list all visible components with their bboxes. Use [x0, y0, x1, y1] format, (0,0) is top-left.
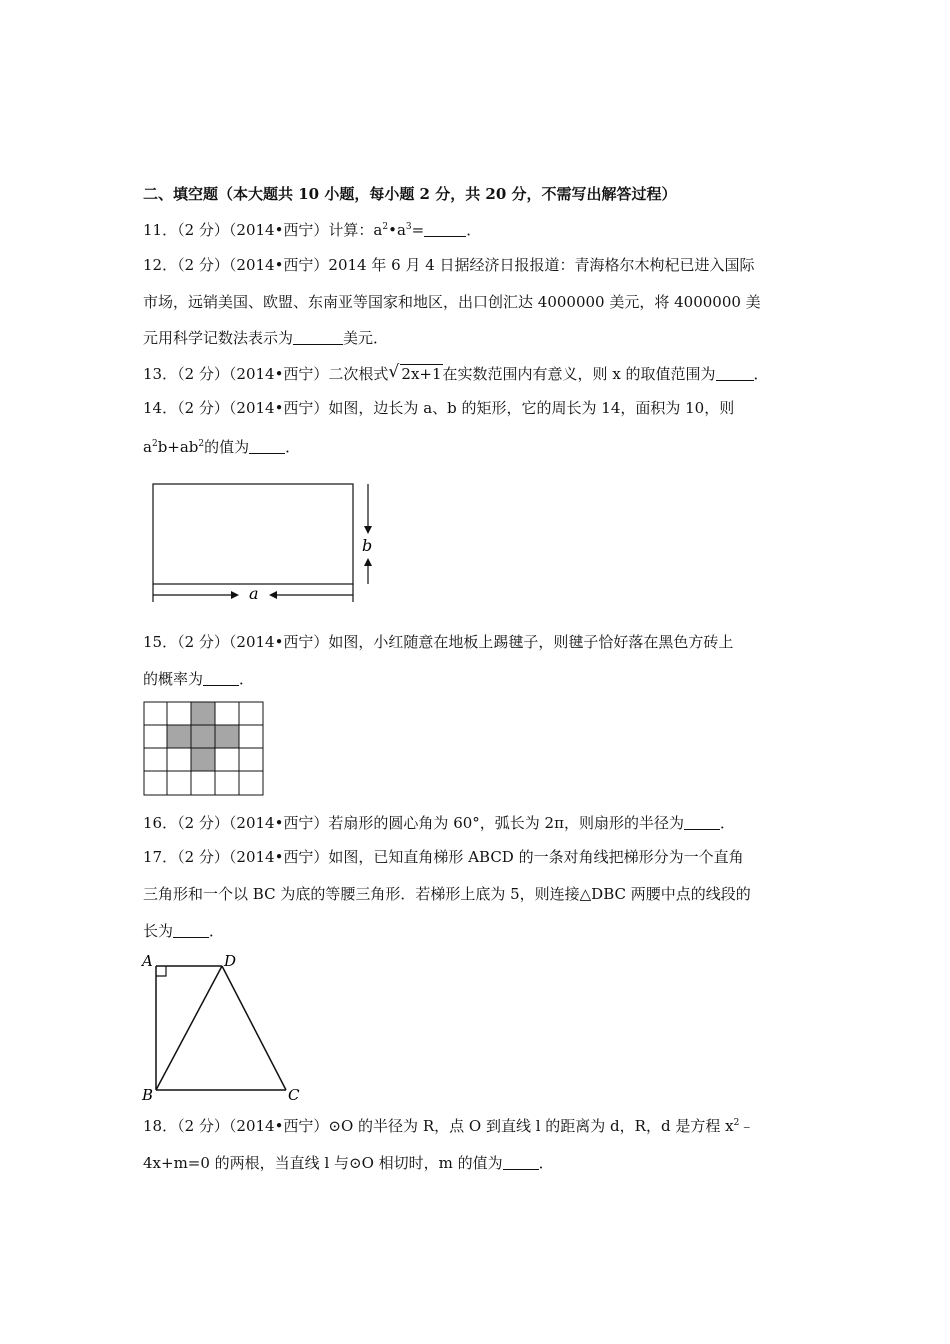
- q14-a: a: [143, 438, 152, 456]
- answer-blank[interactable]: [293, 330, 343, 345]
- answer-blank[interactable]: [249, 439, 285, 454]
- vertex-a: A: [142, 952, 153, 970]
- q16-text: 16．（2 分）（2014•西宁）若扇形的圆心角为 60°，弧长为 2π，则扇形的半径为: [143, 814, 684, 832]
- q15-end: ．: [239, 670, 255, 688]
- q17-text: 长为: [143, 922, 174, 940]
- answer-blank[interactable]: [203, 671, 239, 686]
- q11-eq: =: [411, 221, 425, 239]
- tile-grid-figure: [143, 701, 265, 797]
- q17-end: ．: [209, 922, 225, 940]
- question-11: [143, 220, 481, 240]
- q15-text: 的概率为: [143, 670, 204, 688]
- arrow-left-icon: [269, 591, 277, 599]
- question-18-line2: [143, 1153, 554, 1173]
- square-root: √ 2x+1: [388, 362, 442, 383]
- arrow-down-icon: [364, 526, 372, 534]
- q11-exp2: 3: [405, 222, 412, 232]
- q18-text2: 4x+m=0 的两根，当直线 l 与⊙O 相切时，m 的值为: [143, 1154, 503, 1172]
- answer-blank[interactable]: [503, 1155, 539, 1170]
- rectangle-figure: [145, 478, 385, 606]
- q18-exp: 2: [733, 1118, 740, 1128]
- answer-blank[interactable]: [716, 366, 754, 381]
- label-a: a: [249, 584, 259, 603]
- vertex-d: D: [224, 952, 237, 970]
- q14-end: ．: [285, 438, 301, 456]
- label-b: b: [362, 536, 373, 555]
- q14-c: 的值为: [204, 438, 250, 456]
- question-17-line3: [143, 921, 224, 941]
- question-12-line2: 市场，远销美国、欧盟、东南亚等国家和地区，出口创汇达 4000000 美元，将 4000000 美: [143, 293, 761, 311]
- q13-text2: 在实数范围内有意义，则 x 的取值范围为: [442, 365, 716, 383]
- q14-b: b+ab: [157, 438, 199, 456]
- q18-text: 18．（2 分）（2014•西宁）⊙O 的半径为 R，点 O 到直线 l 的距离为 d，R，d 是方程 x: [143, 1117, 734, 1135]
- question-12-line1: 12．（2 分）（2014•西宁）2014 年 6 月 4 日据经济日报报道：青海格尔木枸杞已进入国际: [143, 256, 755, 274]
- question-14-line2: [143, 437, 300, 457]
- question-14-line1: 14．（2 分）（2014•西宁）如图，边长为 a、b 的矩形，它的周长为 14，面积为 10，则: [143, 399, 735, 417]
- q14-e1: 2: [151, 439, 158, 449]
- q14-e2: 2: [198, 439, 205, 449]
- trapezoid-figure: [138, 950, 310, 1102]
- question-18-line1: [143, 1116, 754, 1136]
- rectangle-shape: [153, 484, 353, 584]
- black-tiles: [167, 702, 239, 771]
- question-12-line3: [143, 328, 388, 348]
- vertex-c: C: [288, 1086, 300, 1102]
- q13-text: 13．（2 分）（2014•西宁）二次根式: [143, 365, 389, 383]
- question-17-line2: 三角形和一个以 BC 为底的等腰三角形．若梯形上底为 5，则连接△DBC 两腰中点的线段的: [143, 885, 751, 903]
- q16-end: ．: [719, 814, 735, 832]
- radicand: 2x+1: [401, 365, 442, 383]
- q11-text: 11．（2 分）（2014•西宁）计算：a: [143, 221, 383, 239]
- section-title: 二、填空题（本大题共 10 小题，每小题 2 分，共 20 分，不需写出解答过程）: [143, 185, 677, 203]
- q13-end: ．: [753, 365, 769, 383]
- answer-blank[interactable]: [424, 222, 466, 237]
- question-16: [143, 813, 735, 833]
- vertex-b: B: [142, 1086, 154, 1102]
- q12-end: 美元．: [343, 329, 389, 347]
- q11-mid: •a: [388, 221, 406, 239]
- question-17-line1: 17．（2 分）（2014•西宁）如图，已知直角梯形 ABCD 的一条对角线把梯形分为一个直角: [143, 848, 744, 866]
- answer-blank[interactable]: [173, 923, 209, 938]
- q12-text: 元用科学记数法表示为: [143, 329, 294, 347]
- q18-end: ．: [538, 1154, 554, 1172]
- answer-blank[interactable]: [684, 815, 720, 830]
- question-13: [143, 364, 769, 384]
- question-15-line2: [143, 669, 254, 689]
- arrow-up-icon: [364, 558, 372, 566]
- q18-minus: ﹣: [739, 1117, 755, 1135]
- arrow-right-icon: [231, 591, 239, 599]
- question-15-line1: 15．（2 分）（2014•西宁）如图，小红随意在地板上踢毽子，则毽子恰好落在黑色方砖上: [143, 633, 734, 651]
- q11-end: ．: [466, 221, 482, 239]
- q11-exp1: 2: [382, 222, 389, 232]
